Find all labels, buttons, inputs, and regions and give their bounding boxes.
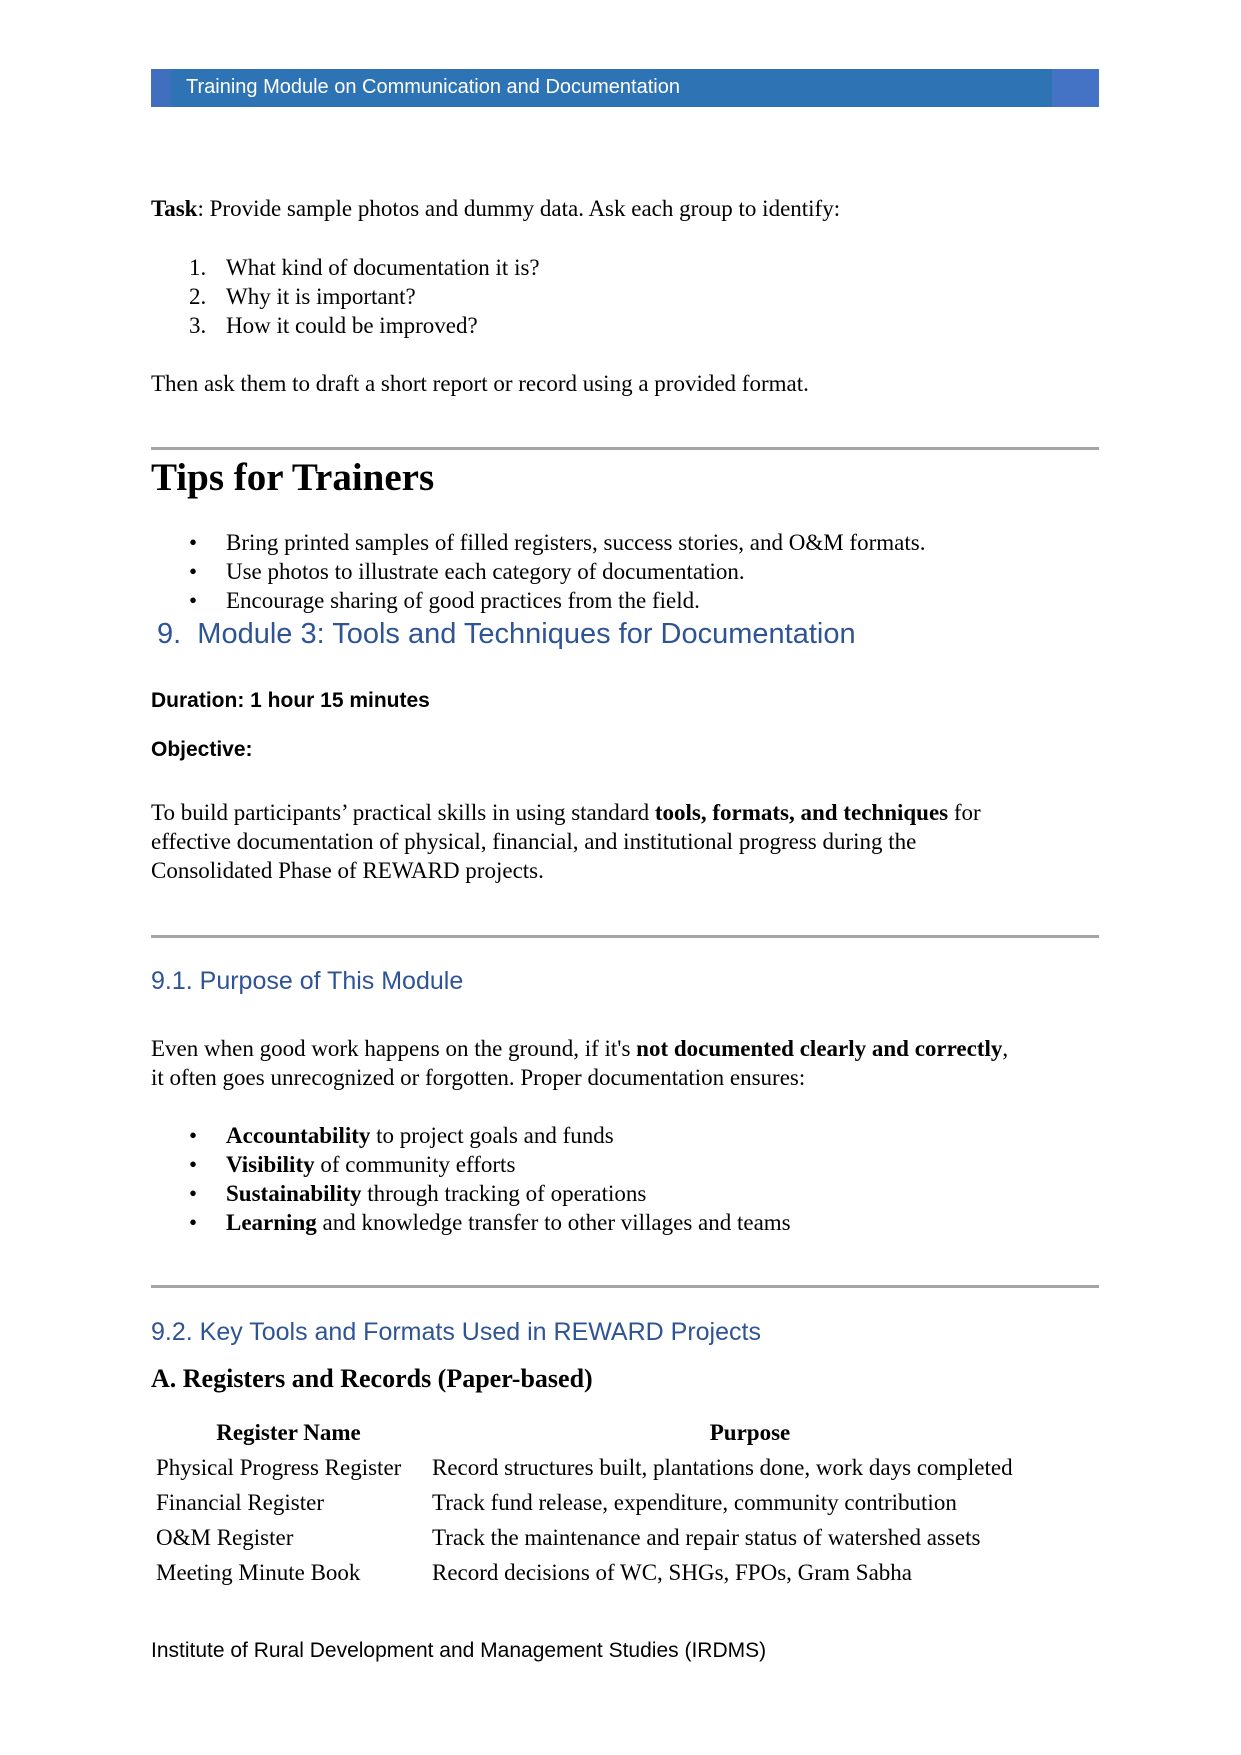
purpose-item (151, 1121, 1101, 1150)
purpose-item-rest: to project goals and funds (370, 1123, 614, 1148)
tips-title: Tips for Trainers (151, 456, 435, 499)
bullet-icon: • (189, 1181, 198, 1206)
table-row (151, 1525, 1081, 1555)
task-label: Task (151, 196, 198, 221)
register-name-cell: Financial Register (156, 1490, 324, 1515)
question-item (151, 282, 1051, 311)
tip-item (151, 586, 1101, 615)
register-purpose-cell: Track the maintenance and repair status of watershed assets (432, 1525, 981, 1550)
objective-text: To build participants’ practical skills in using standard (151, 800, 655, 825)
objective-text: for (948, 800, 981, 825)
purpose-text: Even when good work happens on the ground, if it's (151, 1036, 637, 1061)
register-purpose-cell: Record decisions of WC, SHGs, FPOs, Gram Sabha (432, 1560, 912, 1585)
table-row (151, 1560, 1081, 1590)
tip-text: Bring printed samples of filled registers, success stories, and O&M formats. (226, 530, 926, 555)
bullet-icon: • (189, 1210, 198, 1235)
module-duration: Duration: 1 hour 15 minutes (151, 689, 430, 712)
registers-table (151, 1420, 1081, 1600)
register-name-cell: O&M Register (156, 1525, 294, 1550)
objective-emphasis: tools, formats, and techniques (654, 800, 949, 825)
question-item (151, 253, 1051, 282)
objective-line-3: Consolidated Phase of REWARD projects. (151, 858, 544, 883)
bullet-icon: • (189, 588, 198, 613)
register-name-cell: Meeting Minute Book (156, 1560, 361, 1585)
register-purpose-cell: Track fund release, expenditure, community contribution (432, 1490, 957, 1515)
table-row (151, 1455, 1081, 1485)
purpose-item-keyword: Accountability (226, 1123, 371, 1148)
purpose-item-rest: and knowledge transfer to other villages and teams (316, 1210, 791, 1235)
purpose-item-rest: of community efforts (314, 1152, 516, 1177)
purpose-item (151, 1150, 1101, 1179)
horizontal-rule (151, 1285, 1099, 1288)
header-title: Training Module on Communication and Documentation (186, 76, 680, 98)
task-text: : Provide sample photos and dummy data. Ask each group to identify: (197, 196, 841, 221)
bullet-icon: • (189, 530, 198, 555)
module-heading: 9. Module 3: Tools and Techniques for Documentation (157, 618, 856, 650)
table-row (151, 1490, 1081, 1520)
register-purpose-cell: Record structures built, plantations done, work days completed (432, 1455, 1013, 1480)
header-left-accent (151, 69, 171, 107)
tools-heading: 9.2. Key Tools and Formats Used in REWARD Projects (151, 1318, 761, 1346)
purpose-emphasis: not documented clearly and correctly (636, 1036, 1003, 1061)
purpose-text: , (1002, 1036, 1009, 1061)
task-followup: Then ask them to draft a short report or record using a provided format. (151, 371, 809, 396)
question-number: 2. (189, 284, 207, 309)
tools-subheading: A. Registers and Records (Paper-based) (151, 1364, 593, 1393)
purpose-heading: 9.1. Purpose of This Module (151, 967, 464, 995)
task-paragraph (151, 194, 840, 223)
table-header-register-name: Register Name (216, 1420, 361, 1445)
question-number: 3. (189, 313, 207, 338)
purpose-para-line-1 (151, 1034, 1008, 1063)
purpose-item (151, 1208, 1101, 1237)
header-right-accent (1052, 69, 1099, 107)
bullet-icon: • (189, 559, 198, 584)
register-name-cell: Physical Progress Register (156, 1455, 402, 1480)
table-header-purpose: Purpose (709, 1420, 791, 1445)
purpose-item-text (226, 1121, 614, 1150)
purpose-item (151, 1179, 1101, 1208)
purpose-item-text (226, 1150, 515, 1179)
horizontal-rule (151, 935, 1099, 938)
question-item (151, 311, 1051, 340)
tip-item (151, 528, 1101, 557)
purpose-item-keyword: Visibility (226, 1152, 315, 1177)
page-footer: Institute of Rural Development and Management Studies (IRDMS) (151, 1639, 767, 1662)
page-header-bar (151, 69, 1099, 107)
tip-text: Use photos to illustrate each category of documentation. (226, 559, 745, 584)
purpose-para-line-2: it often goes unrecognized or forgotten. Proper documentation ensures: (151, 1065, 806, 1090)
question-text: How it could be improved? (226, 313, 478, 338)
bullet-icon: • (189, 1152, 198, 1177)
question-text: Why it is important? (226, 284, 416, 309)
question-number: 1. (189, 255, 207, 280)
horizontal-rule (151, 447, 1099, 450)
bullet-icon: • (189, 1123, 198, 1148)
purpose-item-keyword: Learning (226, 1210, 317, 1235)
objective-line-1 (151, 798, 981, 827)
tip-text: Encourage sharing of good practices from the field. (226, 588, 700, 613)
purpose-item-rest: through tracking of operations (361, 1181, 647, 1206)
purpose-item-text (226, 1208, 791, 1237)
purpose-item-keyword: Sustainability (226, 1181, 362, 1206)
tip-item (151, 557, 1101, 586)
module-objective-label: Objective: (151, 738, 253, 761)
objective-line-2: effective documentation of physical, financial, and institutional progress during the (151, 829, 917, 854)
question-text: What kind of documentation it is? (226, 255, 540, 280)
purpose-item-text (226, 1179, 646, 1208)
